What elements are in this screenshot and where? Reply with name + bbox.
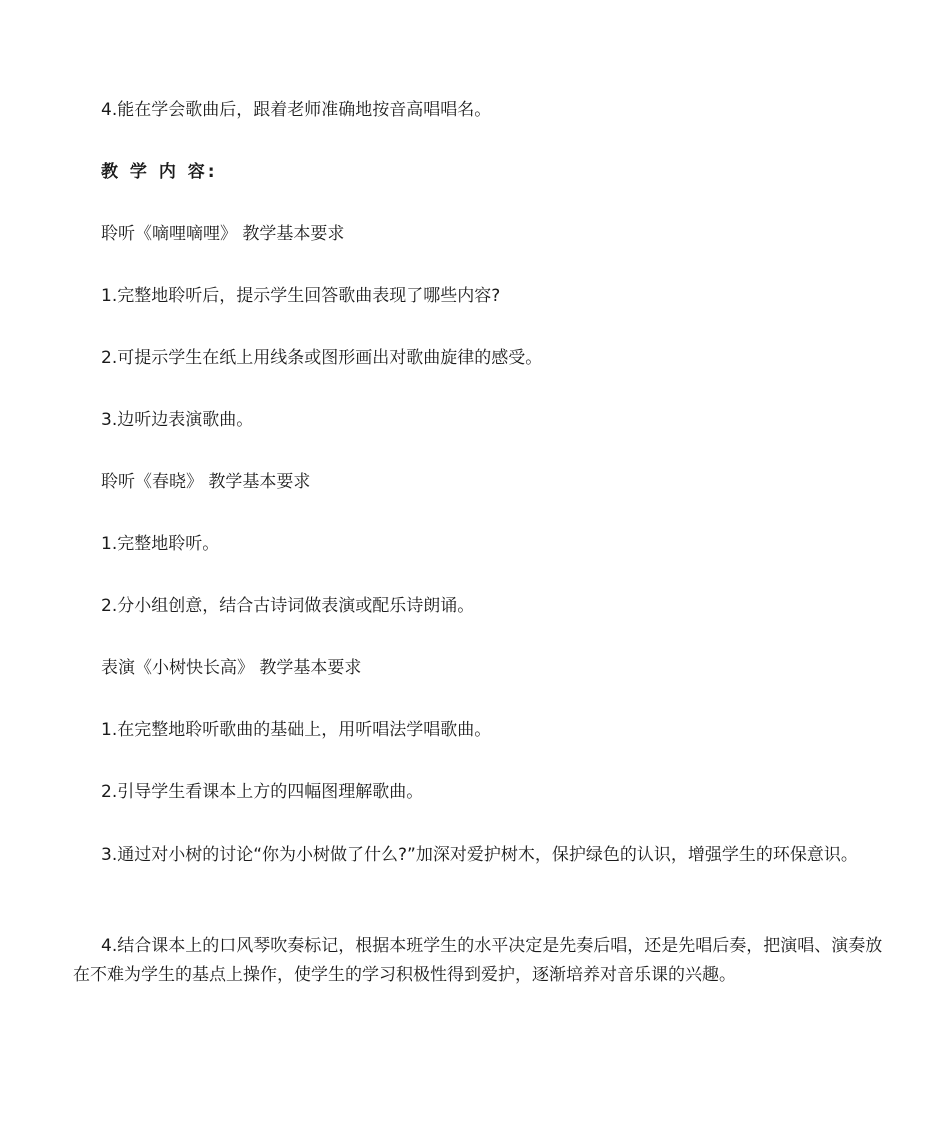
text-line-goal-4: 4.能在学会歌曲后，跟着老师准确地按音高唱唱名。 [101, 100, 492, 120]
paragraph-xiaoshu-3: 3.通过对小树的讨论“你为小树做了什么?”加深对爱护树木，保护绿色的认识，增强学生的环保意识。 [101, 845, 858, 865]
text-line-dili-1: 1.完整地聆听后，提示学生回答歌曲表现了哪些内容? [101, 286, 501, 306]
text-line-dili-2: 2.可提示学生在纸上用线条或图形画出对歌曲旋律的感受。 [101, 348, 543, 368]
text-line-chunxiao-1: 1.完整地聆听。 [101, 534, 220, 554]
paragraph-xiaoshu-4: 4.结合课本上的口风琴吹奏标记，根据本班学生的水平决定是先奏后唱，还是先唱后奏，把演唱、演奏放在不难为学生的基点上操作，使学生的学习积极性得到爱护，逐渐培养对音乐课的兴趣。 [73, 936, 883, 985]
subheading-perform-xiaoshu: 表演《小树快长高》 教学基本要求 [101, 658, 362, 678]
subheading-listen-chunxiao: 聆听《春晓》 教学基本要求 [101, 472, 311, 492]
text-line-dili-3: 3.边听边表演歌曲。 [101, 410, 254, 430]
section-heading-teaching-content: 教 学 内 容: [101, 162, 218, 182]
text-line-xiaoshu-1: 1.在完整地聆听歌曲的基础上，用听唱法学唱歌曲。 [101, 720, 492, 740]
subheading-listen-dili: 聆听《嘀哩嘀哩》 教学基本要求 [101, 224, 345, 244]
text-line-chunxiao-2: 2.分小组创意，结合古诗词做表演或配乐诗朗诵。 [101, 596, 475, 616]
text-line-xiaoshu-2: 2.引导学生看课本上方的四幅图理解歌曲。 [101, 782, 424, 802]
